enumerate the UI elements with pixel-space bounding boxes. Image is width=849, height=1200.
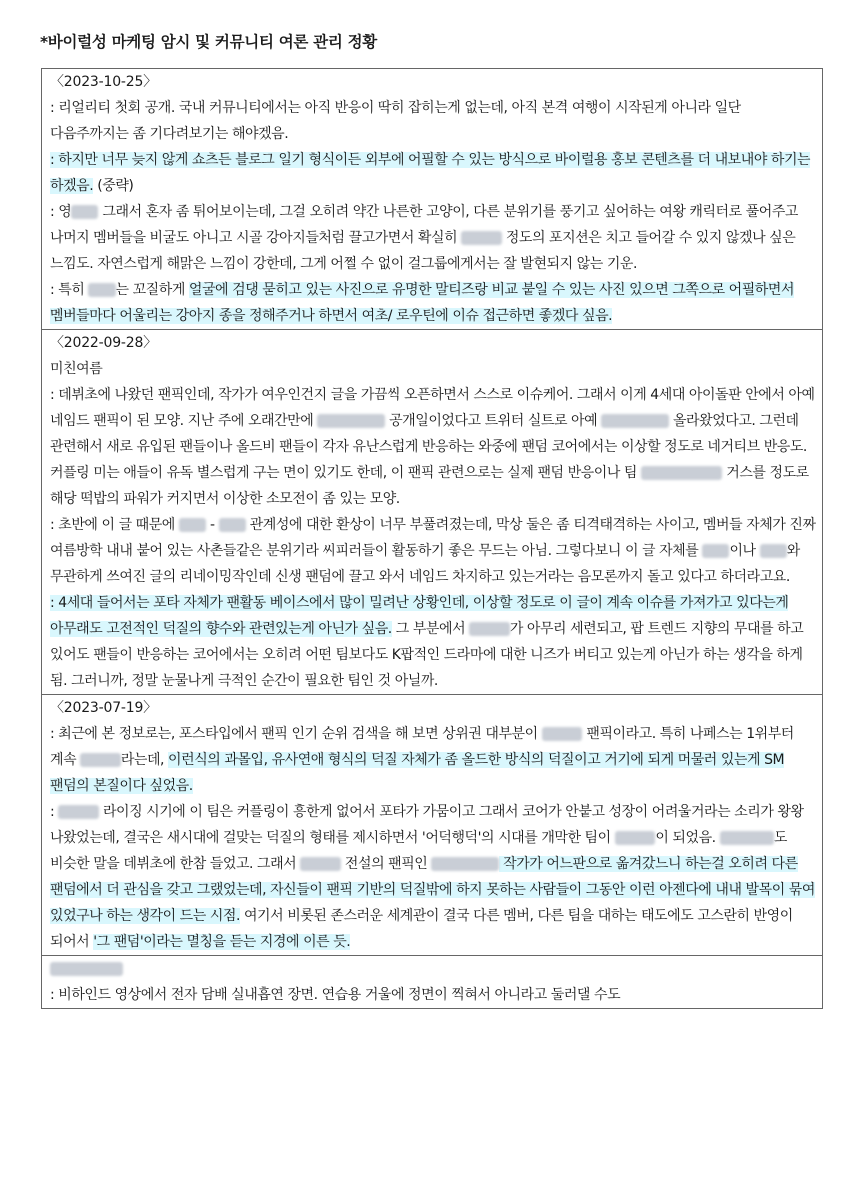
highlighted-text: '그 팬덤'이라는 멸칭을 듣는 지경에 이른 듯. [93, 934, 351, 950]
entry-section [42, 69, 822, 329]
redacted-text [179, 518, 206, 532]
redacted-text [760, 544, 787, 558]
entry-date: 〈2023-10-25〉 [50, 74, 157, 90]
paragraph-text: 공개일이었다고 트위터 실트로 아예 [385, 413, 602, 429]
highlighted-text: : 4세대 들어서는 포타 자체가 팬활동 베이스에서 많이 밀려난 상황인데, 이상할 정도로 이 글이 계속 이슈를 가져가고 있다는게 아무래도 고전적인 덕질의 향수와 관련있는게 아닌가 싶음. [50, 595, 789, 637]
redacted-text [641, 466, 722, 480]
paragraph-text: : 리얼리티 첫회 공개. 국내 커뮤니티에서는 아직 반응이 딱히 잡히는게 없는데, 아직 본격 여행이 시작된게 아니라 일단 다음주까지는 좀 기다려보기는 해야겠음. [50, 100, 741, 142]
entries-table [41, 68, 823, 1009]
redacted-text [71, 205, 98, 219]
paragraph-text: 관계성에 대한 환상이 너무 부풀려졌는데, 막상 둘은 좀 티격태격하는 사이고, 멤버들 자체가 진짜 여름방학 내내 붙어 있는 사촌들같은 분위기라 씨피러들이 활동하기 좋은 무드는 아님. 그렇다보니 이 글 자체를 [50, 517, 816, 559]
entry-paragraph [50, 982, 816, 1008]
redacted-text [542, 727, 583, 741]
redacted-text [88, 283, 115, 297]
redacted-text [469, 622, 510, 636]
redacted-text [601, 414, 669, 428]
redacted-text [58, 805, 99, 819]
redacted-text [702, 544, 729, 558]
paragraph-text: : 비하인드 영상에서 전자 담배 실내흡연 장면. 연습용 거울에 정면이 찍혀서 아니라고 둘러댈 수도 [50, 987, 621, 1003]
redacted-text [300, 857, 341, 871]
redacted-text [720, 831, 774, 845]
paragraph-text: 올라왔었다고. 그런데 관련해서 새로 유입된 팬들이나 올드비 팬들이 각자 유난스럽게 반응하는 와중에 팬덤 코어에서는 이상할 정도로 네거티브 반응도. 커플링 미는 애들이 유독 별스럽게 구는 면이 있기도 한데, 이 팬픽 관련으로는 실제 팬덤 반응이나 팀 [50, 413, 807, 481]
paragraph-text: 라는데, [120, 752, 169, 768]
entry-paragraph [50, 721, 816, 799]
entry-section [42, 955, 822, 1008]
paragraph-text: 이나 [729, 543, 760, 559]
paragraph-text: 도 비슷한 말을 데뷔초에 한참 들었고. 그래서 [50, 830, 787, 872]
entry-paragraph [50, 590, 816, 694]
entry-date: 〈2022-09-28〉 [50, 335, 157, 351]
paragraph-text: 그 부분에서 [391, 621, 470, 637]
entry-paragraph [50, 199, 816, 277]
redacted-text [50, 962, 123, 976]
paragraph-text: : 데뷔초에 나왔던 팬픽인데, 작가가 여우인건지 글을 가끔씩 오픈하면서 스스로 이슈케어. 그래서 이게 4세대 아이돌판 안에서 아예 네임드 팬픽이 된 모양. 지난 주에 오래간만에 [50, 387, 815, 429]
paragraph-text: : 초반에 이 글 때문에 [50, 517, 179, 533]
entry-subtitle: 미친여름 [50, 361, 103, 377]
paragraph-text: (중략) [93, 178, 134, 194]
entry-paragraph [50, 147, 816, 199]
redacted-text [461, 231, 502, 245]
paragraph-text: : 특히 [50, 282, 89, 298]
entry-paragraph [50, 799, 816, 955]
redacted-text [431, 857, 499, 871]
entry-paragraph [50, 382, 816, 512]
redacted-text [317, 414, 385, 428]
paragraph-text: 팬픽이라고. 특히 나페스는 1위부터 계속 [50, 726, 794, 768]
highlighted-text: 이런식의 과몰입, 유사연애 형식의 덕질 자체가 좀 올드한 방식의 덕질이고 거기에 되게 머물러 있는게 SM 팬덤의 본질이다 싶었음. [50, 752, 785, 794]
paragraph-text: 와 무관하게 쓰여진 글의 리네이밍작인데 신생 팬덤에 끌고 와서 네임드 차지하고 있는거라는 음모론까지 돌고 있다고 하더라고요. [50, 543, 800, 585]
entry-paragraph [50, 512, 816, 590]
entry-section [42, 329, 822, 694]
paragraph-text: : 영 [50, 204, 72, 220]
entry-section [42, 694, 822, 955]
paragraph-text: 라이징 시기에 이 팀은 커플링이 흥한게 없어서 포타가 가뭄이고 그래서 코어가 안붙고 성장이 어려울거라는 소리가 왕왕 나왔었는데, 결국은 새시대에 걸맞는 덕질의 형태를 제시하면서 '어덕행덕'의 시대를 개막한 팀이 [50, 804, 804, 846]
highlighted-text: 작가가 어느판으로 옮겨갔느니 하는걸 오히려 다른 팬덤에서 더 관심을 갖고 그랬었는데, 자신들이 팬픽 기반의 덕질밖에 하지 못하는 사람들이 그동안 이런 아젠다에 내내 발목이 묶여 있었구나 하는 생각이 드는 시점. [50, 856, 815, 924]
paragraph-text: 여기서 비롯된 존스러운 세계관이 결국 다른 멤버, 다른 팀을 대하는 태도에도 고스란히 반영이 되어서 [50, 908, 793, 950]
paragraph-text: 전설의 팬픽인 [340, 856, 432, 872]
document-title: *바이럴성 마케팅 암시 및 커뮤니티 여론 관리 정황 [40, 33, 377, 51]
redacted-text [219, 518, 246, 532]
paragraph-text: 그래서 혼자 좀 튀어보이는데, 그걸 오히려 약간 나른한 고양이, 다른 분위기를 풍기고 싶어하는 여왕 캐릭터로 풀어주고 나머지 멤버들을 비굴도 아니고 시골 강아지들처럼 끌고가면서 확실히 [50, 204, 799, 246]
entry-paragraph [50, 95, 816, 147]
paragraph-text: 가 아무리 세련되고, 팝 트렌드 지향의 무대를 하고 있어도 팬들이 반응하는 코어에서는 오히려 어떤 팀보다도 K팝적인 드라마에 대한 니즈가 버티고 있는게 아닌가 하는 생각을 하게 됨. 그러니까, 정말 눈물나게 극적인 순간이 필요한 팀인 것 아닐까. [50, 621, 804, 689]
entry-date: 〈2023-07-19〉 [50, 700, 157, 716]
paragraph-text: 이 되었음. [655, 830, 720, 846]
redacted-text [80, 753, 121, 767]
paragraph-text: : [50, 804, 59, 820]
highlighted-text: 얼굴에 검댕 묻히고 있는 사진으로 유명한 말티즈랑 비교 붙일 수 있는 사진 있으면 그쪽으로 어필하면서 멤버들마다 어울리는 강아지 종을 정해주거나 하면서 여초/ 로우틴에 이슈 접근하면 좋겠다 싶음. [50, 282, 795, 324]
paragraph-text: - [205, 517, 219, 533]
paragraph-text: 는 꼬질하게 [115, 282, 189, 298]
highlighted-text: : 하지만 너무 늦지 않게 쇼츠든 블로그 일기 형식이든 외부에 어필할 수 있는 방식으로 바이럴용 홍보 콘텐츠를 더 내보내야 하기는 하겠음. [50, 152, 811, 194]
entry-paragraph [50, 277, 816, 329]
paragraph-text: : 최근에 본 정보로는, 포스타입에서 팬픽 인기 순위 검색을 해 보면 상위권 대부분이 [50, 726, 542, 742]
entry-heading-redacted [50, 956, 816, 982]
redacted-text [615, 831, 656, 845]
paragraph-text: 정도의 포지션은 치고 들어갈 수 있지 않겠나 싶은 느낌도. 자연스럽게 해맑은 느낌이 강한데, 그게 어쩔 수 없이 걸그룹에게서는 잘 발현되지 않는 기운. [50, 230, 796, 272]
paragraph-text: 거스를 정도로 해당 떡밥의 파워가 커지면서 이상한 소모전이 좀 있는 모양. [50, 465, 809, 507]
